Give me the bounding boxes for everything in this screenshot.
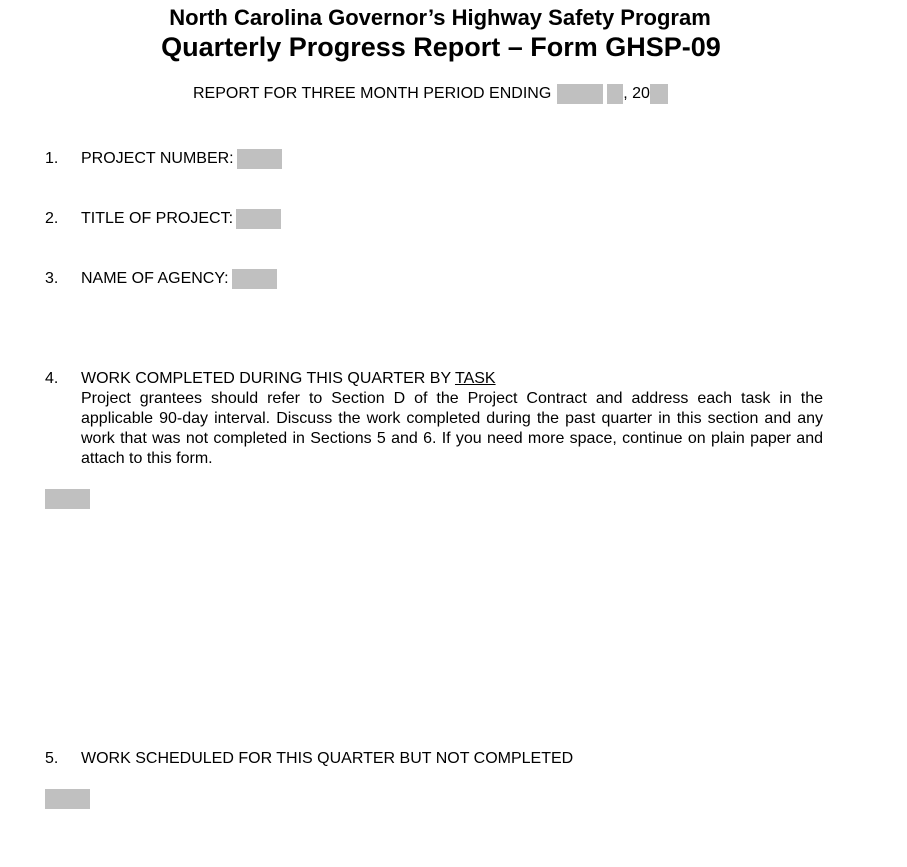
project-number-label: PROJECT NUMBER: (81, 150, 234, 167)
work-completed-label-task: TASK (454, 370, 496, 387)
agency-name-label: NAME OF AGENCY: (81, 270, 229, 287)
item-work-completed (45, 369, 496, 389)
period-year-prefix: , 20 (623, 85, 650, 102)
period-day-field[interactable] (607, 84, 623, 104)
work-completed-instructions: Project grantees should refer to Section D of the Project Contract and address each task in the applicable 90-day interval. Discuss the work completed during the past quarter in this section and any work that was not completed in Sections 5 and 6. If you need more space, continue on plain paper and attach to this form. (81, 390, 823, 467)
form-title: North Carolina Governor’s Highway Safety Program (169, 5, 711, 30)
work-completed-label (81, 369, 496, 389)
item-number: 2. (45, 210, 59, 227)
project-title-label: TITLE OF PROJECT: (81, 210, 234, 227)
work-not-completed-label: WORK SCHEDULED FOR THIS QUARTER BUT NOT COMPLETED (81, 750, 574, 767)
work-completed-label-prefix: WORK COMPLETED DURING THIS QUARTER BY (81, 370, 451, 387)
item-project-title (45, 209, 281, 229)
work-not-completed-field[interactable] (45, 789, 90, 809)
agency-name-field[interactable] (232, 269, 277, 289)
work-completed-field[interactable] (45, 489, 90, 509)
item-number: 1. (45, 150, 59, 167)
period-year-field[interactable] (650, 84, 668, 104)
report-period-row (193, 84, 668, 104)
project-title-field[interactable] (236, 209, 281, 229)
project-number-field[interactable] (237, 149, 282, 169)
item-agency-name (45, 269, 277, 289)
period-month-field[interactable] (557, 84, 603, 104)
item-number: 4. (45, 370, 59, 387)
item-number: 5. (45, 750, 59, 767)
item-project-number (45, 149, 282, 169)
form-subtitle: Quarterly Progress Report – Form GHSP-09 (161, 32, 721, 62)
item-work-not-completed (45, 749, 573, 769)
report-period-label: REPORT FOR THREE MONTH PERIOD ENDING (193, 85, 552, 102)
item-number: 3. (45, 270, 59, 287)
